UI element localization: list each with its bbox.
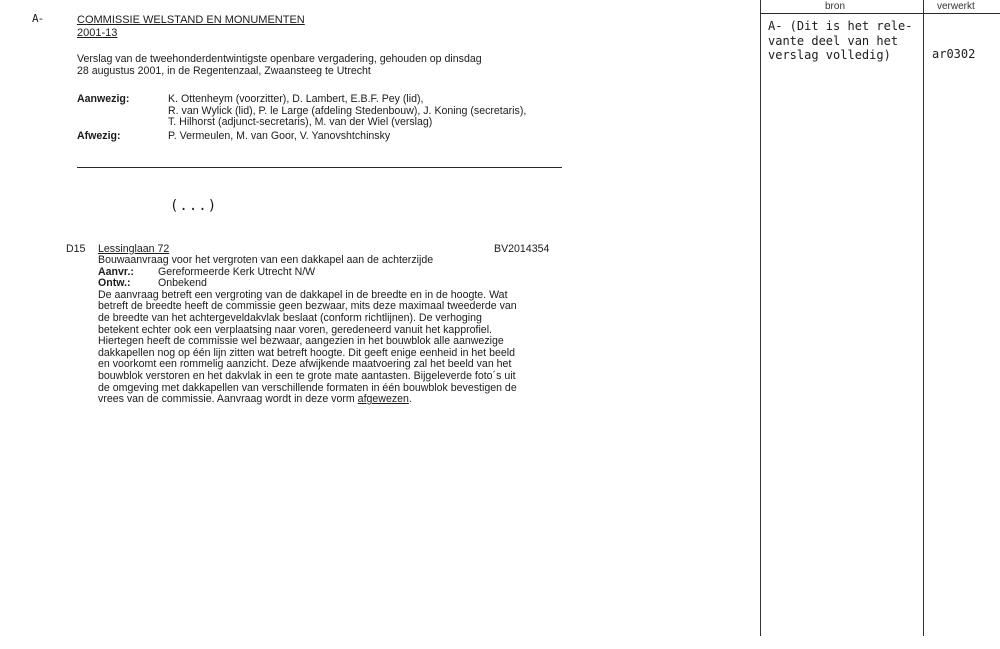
table-column-divider (923, 0, 924, 636)
body-line: Hiertegen heeft de commissie wel bezwaar, aangezien in het bouwblok alle aanwezige (98, 335, 504, 348)
body-last-line-text: vrees van de commissie. Aanvraag wordt in deze vorm (98, 393, 358, 406)
note-line: vante deel van het (768, 33, 899, 48)
present-line: T. Hilhorst (adjunct-secretaris), M. van der Wiel (verslag) (168, 116, 433, 129)
designer-value: Onbekend (158, 277, 207, 290)
intro-paragraph (77, 54, 482, 77)
absent-list: P. Vermeulen, M. van Goor, V. Yanovshtchinsky (168, 130, 391, 142)
margin-mark: A- (32, 12, 44, 25)
archive-reference: ar0302 (932, 47, 976, 61)
intro-line: 28 augustus 2001, in de Regentenzaal, Zwaansteeg te Utrecht (77, 64, 371, 77)
note-line: A- (Dit is het rele- (768, 19, 913, 33)
present-label: Aanwezig: (77, 93, 130, 105)
present-line: K. Ottenheym (voorzitter), D. Lambert, E.B.F. Pey (lid), (168, 93, 424, 105)
body-last-line-end: . (408, 393, 412, 406)
intro-line: Verslag van de tweehonderdentwintigste openbare vergadering, gehouden op dinsdag (77, 53, 482, 65)
body-last-line (98, 394, 517, 406)
present-line: R. van Wylick (lid), P. le Large (afdeling Stedenbouw), J. Koning (secretaris), (168, 104, 527, 117)
item-code: BV2014354 (494, 243, 550, 255)
absent-label: Afwezig: (77, 130, 121, 142)
present-list (168, 94, 526, 129)
source-note (768, 19, 913, 63)
body-line: betekent echter ook een verplaatsing naar voren, geredeneerd vanuit het kapprofiel. (98, 323, 492, 336)
note-line: verslag volledig) (768, 48, 891, 62)
meeting-number: 2001-13 (77, 27, 118, 39)
item-title: Lessinglaan 72 (98, 243, 170, 255)
col-header-bron: bron (825, 1, 846, 12)
table-header-rule (760, 13, 1000, 14)
body-line: betreft de breedte heeft de commissie geen bezwaar, mits deze maximaal tweederde van (98, 300, 517, 313)
applicant-label: Aanvr.: (98, 265, 134, 278)
decision-word: afgewezen (357, 393, 409, 406)
section-divider (77, 167, 562, 168)
table-left-border (760, 0, 761, 636)
body-line: De aanvraag betreft een vergroting van de dakkapel in de breedte en in de hoogte. Wat (98, 288, 508, 301)
body-line: bouwblok verstoren en het dakvlak in een te grote mate aantasten. Bijgeleverde foto´s uit (98, 369, 516, 382)
body-line: en voorkomt een rommelig aanzicht. Deze afwijkende maatvoering zal het beeld van het (98, 358, 512, 371)
item-subject: Bouwaanvraag voor het vergroten van een dakkapel aan de achterzijde (98, 254, 434, 266)
omission-marker: (...) (170, 198, 218, 214)
body-line: de breedte van het achtergeveldakvlak beslaat (conform richtlijnen). De verhoging (98, 311, 482, 324)
body-line: de omgeving met dakkapellen van verschillende formaten in één bouwblok bevestigen de (98, 381, 517, 394)
item-body (98, 255, 517, 406)
designer-label: Ontw.: (98, 277, 131, 290)
item-number: D15 (66, 243, 86, 255)
body-line: dakkapellen nog op één lijn zitten wat betreft hoogte. Dit geeft enige eenheid in het beeld (98, 346, 515, 359)
document-title: COMMISSIE WELSTAND EN MONUMENTEN (77, 14, 305, 26)
applicant-value: Gereformeerde Kerk Utrecht N/W (158, 265, 316, 278)
col-header-verwerkt: verwerkt (937, 1, 975, 12)
